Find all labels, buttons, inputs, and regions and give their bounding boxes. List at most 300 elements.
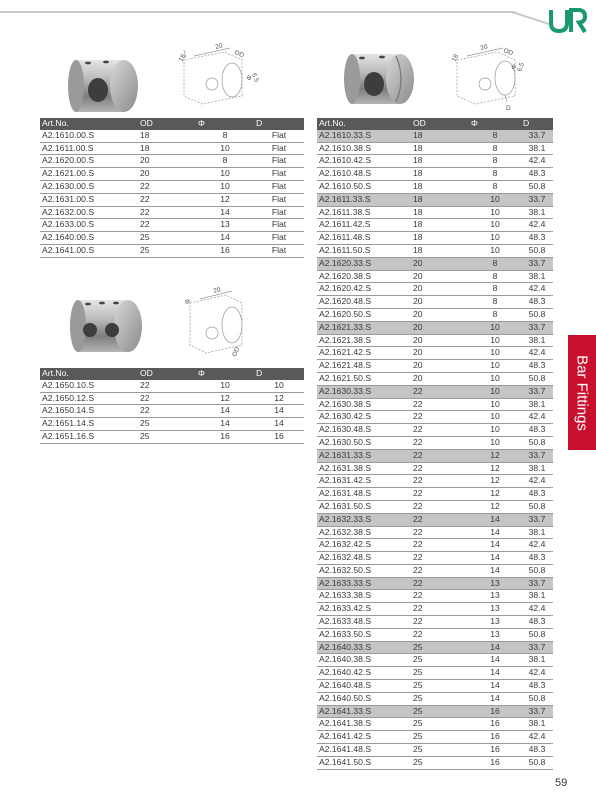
table-cell: A2.1631.38.S (317, 462, 411, 475)
table-cell: A2.1610.42.S (317, 155, 411, 168)
table-cell: 14 (196, 206, 254, 219)
table-cell: 18 (411, 155, 469, 168)
table-cell: Flat (254, 232, 304, 245)
table-row (317, 372, 553, 385)
table-cell: A2.1611.38.S (317, 206, 411, 219)
table-cell: A2.1621.42.S (317, 347, 411, 360)
table-row (317, 232, 553, 245)
table-cell: 25 (411, 731, 469, 744)
table-cell: 22 (411, 411, 469, 424)
table-row (317, 219, 553, 232)
table-cell: 10 (196, 142, 254, 155)
table-cell: 16 (196, 244, 254, 257)
table-cell: 48.3 (521, 616, 553, 629)
column-header: OD (138, 368, 196, 380)
table-cell: 8 (469, 142, 521, 155)
table-cell: A2.1620.38.S (317, 270, 411, 283)
section-tab[interactable] (568, 335, 596, 450)
table-cell: 38.1 (521, 526, 553, 539)
table-cell: 18 (411, 193, 469, 206)
table-row (317, 526, 553, 539)
table-cell: 18 (411, 168, 469, 181)
table-cell: A2.1633.42.S (317, 603, 411, 616)
table-cell: 16 (196, 430, 254, 443)
dimension-label: OD (231, 346, 242, 358)
table-row (317, 705, 553, 718)
table-cell: 8 (469, 257, 521, 270)
table-row (40, 193, 304, 206)
table-cell: 13 (469, 590, 521, 603)
table-cell: 10 (254, 380, 304, 392)
table-cell: 25 (411, 680, 469, 693)
table-cell: 12 (254, 392, 304, 405)
table-cell: A2.1631.42.S (317, 475, 411, 488)
table-cell: 38.1 (521, 206, 553, 219)
table-cell: 10 (196, 168, 254, 181)
column-header: OD (138, 118, 196, 130)
table-row (317, 321, 553, 334)
table-row (40, 130, 304, 142)
dimension-label: OD (233, 49, 245, 60)
table-cell: 38.1 (521, 718, 553, 731)
table-cell: 22 (411, 500, 469, 513)
table-cell: 8 (469, 283, 521, 296)
table-cell: 22 (411, 616, 469, 629)
table-cell: A2.1630.42.S (317, 411, 411, 424)
table-cell: 10 (469, 372, 521, 385)
table-row (40, 155, 304, 168)
table-cell: 25 (138, 244, 196, 257)
table-cell: 20 (411, 334, 469, 347)
table-row (317, 411, 553, 424)
table-cell: 48.3 (521, 680, 553, 693)
table-cell: A2.1631.00.S (40, 193, 138, 206)
table-cell: 25 (138, 232, 196, 245)
table-cell: 22 (411, 628, 469, 641)
table-cell: 42.4 (521, 731, 553, 744)
table-cell: A2.1641.33.S (317, 705, 411, 718)
table-cell: 18 (411, 206, 469, 219)
column-header: Art.No. (40, 368, 138, 380)
table-row (317, 130, 553, 142)
table-cell: 50.8 (521, 756, 553, 769)
table-cell: 13 (469, 577, 521, 590)
table-cell: A2.1633.50.S (317, 628, 411, 641)
table-cell: A2.1620.42.S (317, 283, 411, 296)
table-cell: A2.1650.14.S (40, 405, 138, 418)
table-row (317, 155, 553, 168)
table-cell: A2.1651.16.S (40, 430, 138, 443)
table-cell: 18 (411, 219, 469, 232)
table-cell: A2.1640.33.S (317, 641, 411, 654)
table-cell: A2.1641.48.S (317, 744, 411, 757)
table-cell: 20 (411, 360, 469, 373)
table-cell: 33.7 (521, 385, 553, 398)
table-cell: 38.1 (521, 142, 553, 155)
table-cell: 14 (469, 680, 521, 693)
table-cell: 38.1 (521, 462, 553, 475)
table-row (317, 142, 553, 155)
table-cell: 33.7 (521, 321, 553, 334)
table-cell: 18 (411, 130, 469, 142)
table-cell: A2.1641.38.S (317, 718, 411, 731)
table-cell: 10 (469, 424, 521, 437)
table-row (317, 603, 553, 616)
table-cell: 14 (469, 667, 521, 680)
table-cell: 8 (469, 168, 521, 181)
table-cell: 10 (469, 398, 521, 411)
table-row (317, 180, 553, 193)
table-cell: 8 (469, 130, 521, 142)
table-cell: 25 (411, 692, 469, 705)
table-cell: 22 (411, 436, 469, 449)
table-cell: 10 (469, 206, 521, 219)
table-cell: 38.1 (521, 334, 553, 347)
table-cell: 22 (411, 539, 469, 552)
table-cell: 48.3 (521, 488, 553, 501)
table-cell: 22 (411, 385, 469, 398)
column-header: OD (411, 118, 469, 130)
table-cell: 22 (411, 590, 469, 603)
table-cell: 14 (469, 526, 521, 539)
table-cell: 10 (469, 244, 521, 257)
table-cell: 50.8 (521, 564, 553, 577)
table-cell: 8 (196, 155, 254, 168)
table-row (317, 564, 553, 577)
table-cell: 13 (196, 219, 254, 232)
table-cell: A2.1633.00.S (40, 219, 138, 232)
table-cell: 42.4 (521, 411, 553, 424)
table-flat-end-fittings (40, 118, 304, 258)
table-cell: 42.4 (521, 539, 553, 552)
table-cell: 10 (469, 385, 521, 398)
column-header: Φ (196, 368, 254, 380)
table-cell: 12 (469, 500, 521, 513)
table-cell: A2.1611.00.S (40, 142, 138, 155)
table-cell: 12 (196, 193, 254, 206)
table-cell: 14 (196, 418, 254, 431)
table-cell: A2.1631.33.S (317, 449, 411, 462)
table-cell: 50.8 (521, 180, 553, 193)
table-row (317, 398, 553, 411)
table-cell: 10 (469, 193, 521, 206)
table-row (40, 418, 304, 431)
table-cell: A2.1620.00.S (40, 155, 138, 168)
table-cell: 20 (411, 270, 469, 283)
table-cell: A2.1631.50.S (317, 500, 411, 513)
table-row (317, 628, 553, 641)
dimension-label: 20 (479, 43, 489, 52)
table-cell: A2.1611.33.S (317, 193, 411, 206)
table-cell: 42.4 (521, 347, 553, 360)
table-cell: 25 (411, 756, 469, 769)
table-cell: A2.1621.48.S (317, 360, 411, 373)
table-cell: 20 (411, 257, 469, 270)
table-cell: 33.7 (521, 577, 553, 590)
table-row (317, 731, 553, 744)
table-cell: 10 (469, 232, 521, 245)
table-cell: A2.1640.38.S (317, 654, 411, 667)
table-row (317, 577, 553, 590)
table-cell: 8 (469, 296, 521, 309)
table-cell: 22 (411, 424, 469, 437)
table-cell: Flat (254, 168, 304, 181)
brand-logo (548, 6, 588, 34)
table-cell: 22 (411, 552, 469, 565)
table-cell: 50.8 (521, 436, 553, 449)
table-cell: 48.3 (521, 552, 553, 565)
column-header: Art.No. (317, 118, 411, 130)
table-cell: 42.4 (521, 475, 553, 488)
table-cell: A2.1610.48.S (317, 168, 411, 181)
table-cell: 22 (138, 193, 196, 206)
table-cell: A2.1630.50.S (317, 436, 411, 449)
table-cell: A2.1640.48.S (317, 680, 411, 693)
table-cell: 14 (196, 232, 254, 245)
table-cell: A2.1640.42.S (317, 667, 411, 680)
table-cell: 13 (469, 628, 521, 641)
table-cell: A2.1621.38.S (317, 334, 411, 347)
table-cell: 48.3 (521, 424, 553, 437)
table-cell: 33.7 (521, 705, 553, 718)
table-cell: A2.1650.10.S (40, 380, 138, 392)
table-cell: 33.7 (521, 193, 553, 206)
table-cell: 10 (196, 380, 254, 392)
table-cell: 48.3 (521, 168, 553, 181)
table-cell: 10 (469, 411, 521, 424)
table-cell: 12 (196, 392, 254, 405)
table-cell: A2.1632.50.S (317, 564, 411, 577)
table-cell: A2.1633.33.S (317, 577, 411, 590)
table-row (317, 193, 553, 206)
table-cell: 50.8 (521, 628, 553, 641)
table-row (317, 667, 553, 680)
table-cell: A2.1632.38.S (317, 526, 411, 539)
table-row (317, 680, 553, 693)
product-photo-pipe-end (340, 44, 430, 116)
table-cell: 25 (138, 418, 196, 431)
table-row (40, 219, 304, 232)
table-cell: 13 (469, 616, 521, 629)
table-cell: 8 (196, 130, 254, 142)
table-cell: 16 (469, 744, 521, 757)
table-cell: 22 (411, 398, 469, 411)
table-cell: 50.8 (521, 244, 553, 257)
table-cell: 14 (469, 564, 521, 577)
table-cell: 16 (469, 705, 521, 718)
page-number: 59 (555, 777, 568, 789)
table-cell: 42.4 (521, 667, 553, 680)
table-cell: 42.4 (521, 283, 553, 296)
table-row (40, 244, 304, 257)
table-cell: 8 (469, 308, 521, 321)
table-cell: 50.8 (521, 308, 553, 321)
table-row (40, 392, 304, 405)
table-row (40, 405, 304, 418)
table-cell: 14 (196, 405, 254, 418)
table-cell: 48.3 (521, 360, 553, 373)
dimension-label: 18 (450, 53, 461, 63)
table-cell: A2.1610.00.S (40, 130, 138, 142)
table-cell: A2.1621.33.S (317, 321, 411, 334)
table-cell: 14 (254, 405, 304, 418)
table-cell: A2.1611.42.S (317, 219, 411, 232)
table-row (317, 488, 553, 501)
table-cell: Flat (254, 244, 304, 257)
table-row (40, 380, 304, 392)
table-cell: 22 (411, 577, 469, 590)
table-cell: 38.1 (521, 590, 553, 603)
table-row (317, 296, 553, 309)
table-cell: 20 (138, 168, 196, 181)
table-cell: 25 (411, 705, 469, 718)
table-cell: 50.8 (521, 372, 553, 385)
table-cell: 22 (138, 380, 196, 392)
table-cell: 10 (469, 321, 521, 334)
table-cell: 25 (411, 744, 469, 757)
table-cell: 38.1 (521, 398, 553, 411)
dimension-label: OD (502, 47, 514, 58)
table-cell: Flat (254, 193, 304, 206)
table-cell: 18 (138, 130, 196, 142)
table-cell: 20 (411, 296, 469, 309)
table-cell: 48.3 (521, 232, 553, 245)
table-row (317, 283, 553, 296)
table-cell: 16 (469, 731, 521, 744)
table-cell: 22 (411, 564, 469, 577)
table-cell: 33.7 (521, 257, 553, 270)
table-row (317, 347, 553, 360)
table-cell: 20 (138, 155, 196, 168)
table-cell: 42.4 (521, 603, 553, 616)
table-cell: A2.1620.50.S (317, 308, 411, 321)
table-cell: 20 (411, 321, 469, 334)
table-cell: A2.1640.00.S (40, 232, 138, 245)
table-row (40, 142, 304, 155)
table-cell: 18 (411, 232, 469, 245)
table-cell: 14 (254, 418, 304, 431)
drawing-cross-hole (178, 283, 263, 363)
column-header: Φ (469, 118, 521, 130)
table-cell: 20 (411, 372, 469, 385)
table-row (40, 180, 304, 193)
table-cell: 14 (469, 641, 521, 654)
table-row (317, 500, 553, 513)
table-row (40, 206, 304, 219)
table-cell: 18 (411, 244, 469, 257)
table-cell: 25 (411, 667, 469, 680)
table-cell: Flat (254, 219, 304, 232)
table-cell: A2.1641.50.S (317, 756, 411, 769)
table-cell: 22 (411, 488, 469, 501)
table-cell: 12 (469, 475, 521, 488)
table-row (317, 654, 553, 667)
table-cell: A2.1633.48.S (317, 616, 411, 629)
table-row (317, 385, 553, 398)
table-row (317, 244, 553, 257)
table-cell: 12 (469, 488, 521, 501)
table-cell: 25 (411, 718, 469, 731)
section-tab-label: Bar Fittings (573, 354, 591, 431)
table-cell: 16 (254, 430, 304, 443)
drawing-pipe-end (445, 40, 545, 112)
table-row (317, 206, 553, 219)
column-header: Φ (196, 118, 254, 130)
table-cell: 38.1 (521, 654, 553, 667)
table-row (40, 168, 304, 181)
table-cell: A2.1632.42.S (317, 539, 411, 552)
table-cell: 20 (411, 283, 469, 296)
table-cell: 42.4 (521, 219, 553, 232)
table-cell: 8 (469, 155, 521, 168)
table-cell: A2.1633.38.S (317, 590, 411, 603)
table-cell: A2.1630.48.S (317, 424, 411, 437)
table-cell: A2.1631.48.S (317, 488, 411, 501)
table-cell: 48.3 (521, 296, 553, 309)
table-row (317, 360, 553, 373)
table-cell: Flat (254, 130, 304, 142)
table-cross-hole-fittings (40, 368, 304, 444)
table-cell: 14 (469, 692, 521, 705)
table-row (317, 616, 553, 629)
table-row (317, 692, 553, 705)
table-row (317, 590, 553, 603)
table-cell: A2.1650.12.S (40, 392, 138, 405)
table-cell: 33.7 (521, 641, 553, 654)
table-cell: A2.1632.48.S (317, 552, 411, 565)
table-cell: 10 (469, 360, 521, 373)
dimension-label: 6.5 (250, 72, 260, 84)
table-cell: A2.1630.00.S (40, 180, 138, 193)
table-cell: A2.1630.33.S (317, 385, 411, 398)
table-cell: A2.1632.33.S (317, 513, 411, 526)
table-row (317, 539, 553, 552)
table-cell: 25 (411, 641, 469, 654)
table-row (317, 744, 553, 757)
table-cell: 14 (469, 654, 521, 667)
table-cell: 22 (138, 180, 196, 193)
table-cell: A2.1632.00.S (40, 206, 138, 219)
table-row (317, 718, 553, 731)
table-cell: 8 (469, 180, 521, 193)
table-cell: 10 (469, 436, 521, 449)
dimension-label: Φ (244, 74, 253, 82)
table-row (317, 424, 553, 437)
table-row (317, 168, 553, 181)
table-cell: Flat (254, 206, 304, 219)
table-cell: 12 (469, 462, 521, 475)
dimension-label: D (506, 105, 511, 112)
dimension-label: 20 (212, 286, 222, 295)
table-pipe-end-fittings (317, 118, 553, 770)
table-cell: 42.4 (521, 155, 553, 168)
table-cell: 22 (138, 405, 196, 418)
table-cell: 50.8 (521, 692, 553, 705)
header-rule (0, 0, 596, 40)
table-cell: 16 (469, 756, 521, 769)
table-cell: 16 (469, 718, 521, 731)
table-cell: 13 (469, 603, 521, 616)
table-cell: 33.7 (521, 449, 553, 462)
dimension-label: 6.5 (516, 61, 526, 73)
table-cell: 22 (411, 449, 469, 462)
table-cell: 14 (469, 513, 521, 526)
table-row (317, 257, 553, 270)
table-row (317, 552, 553, 565)
table-row (317, 308, 553, 321)
table-cell: A2.1621.00.S (40, 168, 138, 181)
table-cell: 22 (138, 219, 196, 232)
